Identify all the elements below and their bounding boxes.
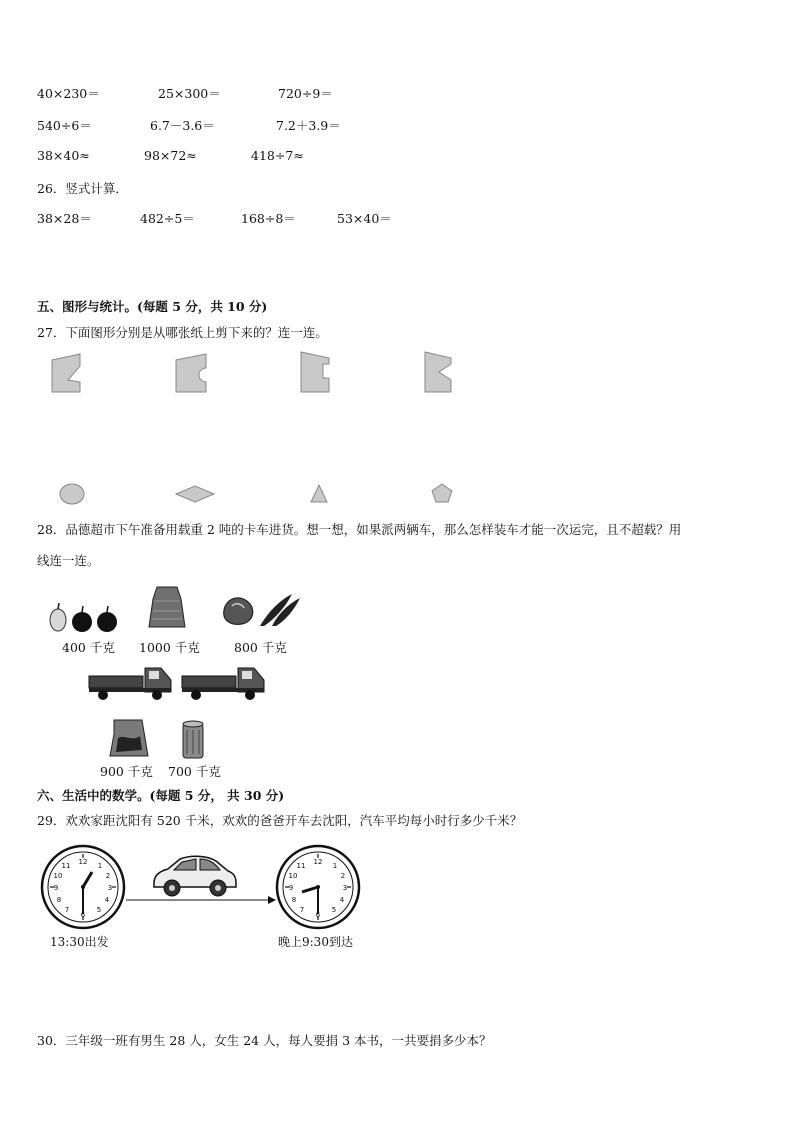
q26-item-2: 482÷5＝ [140, 211, 195, 226]
arrive-clock-icon [275, 844, 361, 930]
calc-1-1: 40×230＝ [37, 86, 100, 101]
fruit-icon [48, 600, 120, 634]
arrive-label: 晚上9:30到达 [278, 935, 353, 949]
svg-text:4: 4 [339, 896, 345, 904]
svg-text:6: 6 [80, 911, 86, 919]
q28-line2: 线连一连。 [37, 553, 100, 568]
canister-icon [180, 720, 206, 760]
q26-item-3: 168÷8＝ [241, 211, 296, 226]
svg-text:12: 12 [78, 858, 88, 866]
svg-text:10: 10 [288, 872, 298, 880]
q30-title: 30．三年级一班有男生 28 人，女生 24 人，每人要捐 3 本书，一共要捐多少本？ [37, 1033, 492, 1048]
svg-text:5: 5 [96, 906, 102, 914]
q28-line1: 28．品德超市下午准备用载重 2 吨的卡车进货。想一想，如果派两辆车，那么怎样装车才能一次运完，且不超载？用 [37, 522, 682, 537]
svg-text:7: 7 [64, 906, 70, 914]
svg-text:9: 9 [53, 884, 59, 892]
car-icon [150, 853, 238, 899]
folded-paper-icon-1 [50, 352, 84, 394]
svg-text:11: 11 [61, 862, 71, 870]
circle-shape-icon [58, 482, 86, 506]
goods-label-700: 700 千克 [168, 764, 221, 779]
vegetables-icon [220, 592, 304, 628]
svg-text:10: 10 [53, 872, 63, 880]
calc-3-1: 38×40≈ [37, 148, 90, 163]
svg-text:12: 12 [313, 858, 323, 866]
svg-text:4: 4 [104, 896, 110, 904]
sack-icon [147, 583, 187, 631]
q27-title: 27．下面图形分别是从哪张纸上剪下来的？连一连。 [37, 325, 328, 340]
svg-text:6: 6 [315, 911, 321, 919]
q26-item-1: 38×28＝ [37, 211, 92, 226]
svg-text:1: 1 [332, 862, 338, 870]
calc-2-1: 540÷6＝ [37, 118, 92, 133]
section5-heading: 五、图形与统计。(每题 5 分，共 10 分) [37, 299, 268, 314]
goods-label-800: 800 千克 [234, 640, 287, 655]
svg-text:2: 2 [340, 872, 346, 880]
calc-3-3: 418÷7≈ [251, 148, 304, 163]
folded-paper-icon-4 [423, 350, 457, 394]
q26-title: 26．竖式计算． [37, 181, 128, 196]
section6-heading: 六、生活中的数学。(每题 5 分， 共 30 分) [37, 788, 285, 803]
svg-text:7: 7 [299, 906, 305, 914]
svg-text:3: 3 [342, 884, 348, 892]
goods-label-900: 900 千克 [100, 764, 153, 779]
folded-paper-icon-2 [174, 352, 210, 394]
svg-text:5: 5 [331, 906, 337, 914]
pentagon-shape-icon [431, 483, 453, 503]
rhombus-shape-icon [175, 485, 215, 503]
svg-text:8: 8 [56, 896, 62, 904]
svg-text:2: 2 [105, 872, 111, 880]
calc-2-2: 6.7－3.6＝ [150, 118, 215, 133]
calc-3-2: 98×72≈ [144, 148, 197, 163]
coal-sack-icon [106, 716, 150, 760]
depart-label: 13:30出发 [50, 935, 109, 949]
calc-1-2: 25×300＝ [158, 86, 221, 101]
truck-icon-2 [180, 662, 268, 702]
svg-text:8: 8 [291, 896, 297, 904]
calc-1-3: 720÷9＝ [278, 86, 333, 101]
calc-2-3: 7.2＋3.9＝ [276, 118, 341, 133]
svg-text:9: 9 [288, 884, 294, 892]
truck-icon-1 [87, 662, 175, 702]
depart-clock-icon [40, 844, 126, 930]
svg-text:11: 11 [296, 862, 306, 870]
svg-text:1: 1 [97, 862, 103, 870]
folded-paper-icon-3 [299, 350, 333, 394]
goods-label-1000: 1000 千克 [139, 640, 200, 655]
goods-label-400: 400 千克 [62, 640, 115, 655]
svg-text:3: 3 [107, 884, 113, 892]
q26-item-4: 53×40＝ [337, 211, 392, 226]
q29-title: 29．欢欢家距沈阳有 520 千米，欢欢的爸爸开车去沈阳，汽车平均每小时行多少千米？ [37, 813, 523, 828]
triangle-shape-icon [309, 483, 329, 503]
